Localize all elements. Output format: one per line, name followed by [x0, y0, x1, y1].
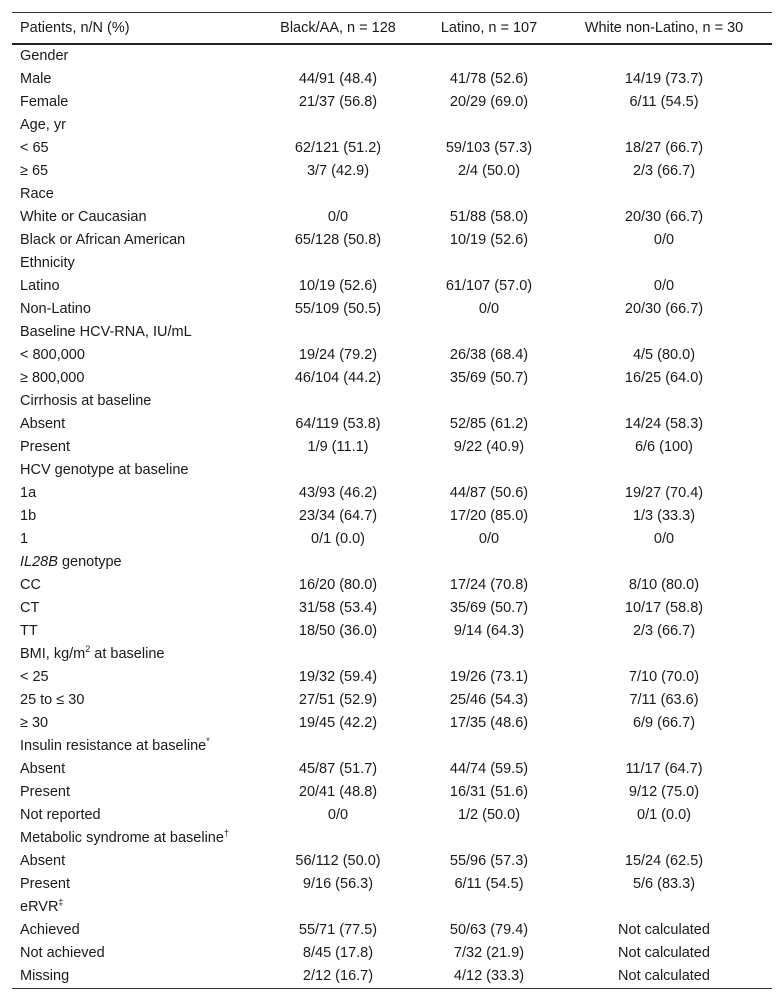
value-white-non-latino: 6/9 (66.7) [632, 715, 696, 731]
value-black-aa: 64/119 (53.8) [295, 416, 381, 432]
value-latino: 26/38 (68.4) [449, 347, 529, 363]
table-row [12, 505, 772, 528]
label-text: Male [20, 71, 52, 87]
value-black-aa: 62/121 (51.2) [294, 140, 382, 156]
label-text: Ethnicity [20, 255, 75, 271]
superscript: 2 [85, 644, 91, 655]
value-white-non-latino: 0/0 [653, 278, 675, 294]
value-latino [422, 896, 556, 919]
table-row [12, 298, 772, 321]
value-white-non-latino: 1/3 (33.3) [632, 508, 696, 524]
row-label [12, 597, 254, 620]
row-label [12, 137, 254, 160]
row-label [12, 413, 254, 436]
table-row [12, 804, 772, 827]
value-latino: 0/0 [478, 531, 500, 547]
value-black-aa [254, 459, 422, 482]
header-latino: Latino, n = 107 [422, 13, 556, 45]
section-label [12, 896, 254, 919]
value-white-non-latino: 4/5 (80.0) [632, 347, 696, 363]
row-label [12, 804, 254, 827]
row-label [12, 160, 254, 183]
table-row [12, 482, 772, 505]
row-label [12, 528, 254, 551]
value-latino [422, 643, 556, 666]
value-white-non-latino: 2/3 (66.7) [632, 163, 696, 179]
value-white-non-latino [556, 183, 772, 206]
value-white-non-latino: 19/27 (70.4) [624, 485, 704, 501]
row-label [12, 298, 254, 321]
value-latino [422, 114, 556, 137]
value-latino: 10/19 (52.6) [449, 232, 529, 248]
table-row [12, 758, 772, 781]
section-header-row [12, 551, 772, 574]
section-label [12, 321, 254, 344]
row-label [12, 436, 254, 459]
section-label [12, 643, 254, 666]
value-black-aa [254, 183, 422, 206]
value-black-aa [254, 252, 422, 275]
label-text: 1a [20, 485, 37, 501]
value-white-non-latino: 10/17 (58.8) [624, 600, 704, 616]
value-latino: 35/69 (50.7) [449, 600, 529, 616]
value-white-non-latino [556, 735, 772, 758]
label-text: White or Caucasian [20, 209, 147, 225]
value-black-aa: 44/91 (48.4) [298, 71, 378, 87]
section-header-row [12, 390, 772, 413]
label-text: Missing [20, 968, 70, 984]
section-label [12, 44, 254, 68]
value-black-aa: 20/41 (48.8) [298, 784, 378, 800]
value-latino: 9/14 (64.3) [453, 623, 525, 639]
value-latino [422, 44, 556, 68]
value-latino: 51/88 (58.0) [449, 209, 529, 225]
section-label [12, 252, 254, 275]
value-latino: 20/29 (69.0) [449, 94, 529, 110]
section-label [12, 735, 254, 758]
table-row [12, 919, 772, 942]
value-black-aa [254, 551, 422, 574]
value-white-non-latino: 2/3 (66.7) [632, 623, 696, 639]
value-black-aa [254, 643, 422, 666]
row-label [12, 482, 254, 505]
value-black-aa: 1/9 (11.1) [307, 439, 369, 455]
label-text: 25 to ≤ 30 [20, 692, 85, 708]
row-label [12, 873, 254, 896]
section-header-row [12, 114, 772, 137]
value-white-non-latino [556, 390, 772, 413]
value-latino: 59/103 (57.3) [445, 140, 533, 156]
section-header-row [12, 321, 772, 344]
table-row [12, 367, 772, 390]
value-white-non-latino: Not calculated [618, 922, 710, 938]
value-black-aa: 65/128 (50.8) [294, 232, 382, 248]
label-text: ≥ 800,000 [20, 370, 85, 386]
table-row [12, 68, 772, 91]
value-black-aa: 0/0 [327, 807, 349, 823]
superscript: * [206, 736, 210, 747]
table-row [12, 91, 772, 114]
table-row [12, 229, 772, 252]
value-white-non-latino: 6/11 (54.5) [629, 94, 699, 110]
label-text: 1b [20, 508, 37, 524]
label-text: CT [20, 600, 40, 616]
label-text: < 65 [20, 140, 49, 156]
value-black-aa: 19/32 (59.4) [298, 669, 378, 685]
value-black-aa: 18/50 (36.0) [298, 623, 378, 639]
value-latino: 61/107 (57.0) [445, 278, 533, 294]
value-black-aa: 56/112 (50.0) [295, 853, 381, 869]
value-white-non-latino [556, 896, 772, 919]
value-black-aa: 0/0 [327, 209, 349, 225]
value-white-non-latino [556, 252, 772, 275]
value-black-aa: 10/19 (52.6) [298, 278, 378, 294]
value-white-non-latino [556, 551, 772, 574]
section-header-row [12, 827, 772, 850]
value-white-non-latino: 20/30 (66.7) [624, 301, 704, 317]
row-label [12, 229, 254, 252]
label-text: Cirrhosis at baseline [20, 393, 152, 409]
value-white-non-latino: 8/10 (80.0) [628, 577, 700, 593]
row-label [12, 758, 254, 781]
label-text: Not reported [20, 807, 101, 823]
value-latino: 17/35 (48.6) [449, 715, 529, 731]
value-black-aa: 23/34 (64.7) [298, 508, 378, 524]
table-row [12, 666, 772, 689]
value-black-aa: 16/20 (80.0) [298, 577, 378, 593]
section-label [12, 183, 254, 206]
label-text: Insulin resistance at baseline [20, 738, 207, 754]
row-label [12, 919, 254, 942]
value-white-non-latino: 0/0 [653, 232, 675, 248]
value-latino: 16/31 (51.6) [449, 784, 529, 800]
value-black-aa: 8/45 (17.8) [302, 945, 374, 961]
label-text: Latino [20, 278, 60, 294]
label-text: Non-Latino [20, 301, 91, 317]
row-label [12, 367, 254, 390]
label-text: Absent [20, 853, 66, 869]
value-white-non-latino: 18/27 (66.7) [624, 140, 704, 156]
superscript: † [223, 828, 229, 839]
table-row [12, 850, 772, 873]
row-label [12, 574, 254, 597]
section-label [12, 551, 254, 574]
value-latino [422, 735, 556, 758]
row-label [12, 689, 254, 712]
table-header-row [12, 13, 772, 45]
value-white-non-latino: 15/24 (62.5) [624, 853, 704, 869]
value-black-aa: 46/104 (44.2) [294, 370, 382, 386]
value-latino: 44/74 (59.5) [449, 761, 529, 777]
value-latino [422, 183, 556, 206]
label-text: HCV genotype at baseline [20, 462, 189, 478]
value-white-non-latino: 9/12 (75.0) [628, 784, 700, 800]
row-label [12, 620, 254, 643]
value-latino: 6/11 (54.5) [454, 876, 524, 892]
value-latino: 55/96 (57.3) [449, 853, 529, 869]
section-label [12, 114, 254, 137]
row-label [12, 942, 254, 965]
value-latino: 7/32 (21.9) [453, 945, 525, 961]
value-latino: 0/0 [478, 301, 500, 317]
value-latino [422, 459, 556, 482]
label-text: Race [20, 186, 54, 202]
value-white-non-latino [556, 114, 772, 137]
table-row [12, 436, 772, 459]
value-white-non-latino [556, 827, 772, 850]
section-header-row [12, 183, 772, 206]
value-black-aa: 0/1 (0.0) [311, 531, 365, 547]
label-text: Gender [20, 48, 69, 64]
table-row [12, 137, 772, 160]
label-text: ≥ 30 [20, 715, 49, 731]
table-row [12, 574, 772, 597]
value-white-non-latino: 0/0 [653, 531, 675, 547]
section-label [12, 459, 254, 482]
row-label [12, 344, 254, 367]
table-row [12, 620, 772, 643]
label-text: Baseline HCV-RNA, IU/mL [20, 324, 192, 340]
value-latino: 17/20 (85.0) [449, 508, 529, 524]
value-white-non-latino: Not calculated [618, 945, 710, 961]
table-body [12, 44, 772, 989]
label-text: Age, yr [20, 117, 66, 133]
value-black-aa [254, 827, 422, 850]
value-white-non-latino: 7/10 (70.0) [628, 669, 700, 685]
value-white-non-latino: 20/30 (66.7) [624, 209, 704, 225]
row-label [12, 91, 254, 114]
row-label [12, 850, 254, 873]
label-text: Black or African American [20, 232, 186, 248]
label-text: Present [20, 439, 70, 455]
value-latino [422, 390, 556, 413]
row-label [12, 965, 254, 989]
value-black-aa: 2/12 (16.7) [254, 965, 422, 989]
value-latino: 19/26 (73.1) [449, 669, 529, 685]
row-label [12, 206, 254, 229]
label-suffix: at baseline [90, 646, 165, 662]
section-label [12, 390, 254, 413]
value-black-aa [254, 390, 422, 413]
value-white-non-latino [556, 459, 772, 482]
header-black-aa: Black/AA, n = 128 [254, 13, 422, 45]
italic-gene-name: IL28B [20, 554, 58, 570]
value-latino: 9/22 (40.9) [453, 439, 525, 455]
table-row [12, 942, 772, 965]
value-latino: 2/4 (50.0) [457, 163, 521, 179]
value-white-non-latino: 14/24 (58.3) [624, 416, 704, 432]
row-label [12, 712, 254, 735]
label-text: Metabolic syndrome at baseline [20, 830, 224, 846]
table-row [12, 206, 772, 229]
section-header-row [12, 459, 772, 482]
value-white-non-latino: 5/6 (83.3) [632, 876, 696, 892]
value-black-aa: 19/24 (79.2) [298, 347, 378, 363]
value-black-aa: 3/7 (42.9) [306, 163, 370, 179]
value-latino: 25/46 (54.3) [449, 692, 529, 708]
value-white-non-latino: 16/25 (64.0) [624, 370, 704, 386]
value-white-non-latino: 0/1 (0.0) [637, 807, 691, 823]
section-header-row [12, 735, 772, 758]
row-label [12, 666, 254, 689]
label-text: 1 [20, 531, 29, 547]
label-text: genotype [61, 554, 122, 570]
section-header-row [12, 643, 772, 666]
table-row [12, 597, 772, 620]
header-patients: Patients, n/N (%) [12, 13, 254, 45]
value-black-aa [254, 735, 422, 758]
table-row [12, 781, 772, 804]
superscript: ‡ [58, 897, 64, 908]
label-text: Absent [20, 761, 66, 777]
label-text: CC [20, 577, 41, 593]
table-row [12, 965, 772, 989]
results-table [12, 12, 772, 989]
value-black-aa: 43/93 (46.2) [298, 485, 378, 501]
value-white-non-latino: 7/11 (63.6) [629, 692, 699, 708]
value-white-non-latino: 14/19 (73.7) [624, 71, 704, 87]
value-latino: 44/87 (50.6) [449, 485, 529, 501]
label-text: Female [20, 94, 69, 110]
value-black-aa [254, 321, 422, 344]
value-latino: 1/2 (50.0) [457, 807, 521, 823]
value-latino: 52/85 (61.2) [449, 416, 529, 432]
value-black-aa: 9/16 (56.3) [302, 876, 374, 892]
value-white-non-latino: 6/6 (100) [634, 439, 694, 455]
section-header-row [12, 252, 772, 275]
table-row [12, 528, 772, 551]
value-white-non-latino [556, 643, 772, 666]
section-header-row [12, 44, 772, 68]
label-text: Not achieved [20, 945, 105, 961]
label-text: BMI, kg/m [20, 646, 86, 662]
value-black-aa [254, 114, 422, 137]
label-text: Present [20, 784, 70, 800]
row-label [12, 68, 254, 91]
row-label [12, 781, 254, 804]
table-row [12, 344, 772, 367]
label-text: eRVR [20, 899, 59, 915]
label-text: < 800,000 [20, 347, 85, 363]
row-label [12, 505, 254, 528]
section-label [12, 827, 254, 850]
value-white-non-latino: Not calculated [556, 965, 772, 989]
value-latino [422, 827, 556, 850]
value-latino: 41/78 (52.6) [449, 71, 529, 87]
label-text: Absent [20, 416, 66, 432]
value-white-non-latino [556, 44, 772, 68]
table-row [12, 275, 772, 298]
label-text: < 25 [20, 669, 49, 685]
value-latino: 17/24 (70.8) [449, 577, 529, 593]
value-black-aa: 21/37 (56.8) [298, 94, 378, 110]
value-white-non-latino: 11/17 (64.7) [625, 761, 703, 777]
label-text: Present [20, 876, 70, 892]
label-text: ≥ 65 [20, 163, 49, 179]
value-latino [422, 321, 556, 344]
value-latino: 35/69 (50.7) [449, 370, 529, 386]
value-black-aa: 27/51 (52.9) [298, 692, 378, 708]
value-white-non-latino [556, 321, 772, 344]
row-label [12, 275, 254, 298]
value-black-aa: 19/45 (42.2) [298, 715, 378, 731]
label-text: TT [20, 623, 38, 639]
value-latino [422, 252, 556, 275]
value-black-aa: 55/109 (50.5) [294, 301, 382, 317]
value-latino: 50/63 (79.4) [449, 922, 529, 938]
value-latino [422, 551, 556, 574]
table-row [12, 873, 772, 896]
table-row [12, 689, 772, 712]
table-row [12, 712, 772, 735]
table-row [12, 160, 772, 183]
value-black-aa [254, 896, 422, 919]
table-row [12, 413, 772, 436]
value-latino: 4/12 (33.3) [422, 965, 556, 989]
label-text: Achieved [20, 922, 80, 938]
value-black-aa: 55/71 (77.5) [298, 922, 378, 938]
value-black-aa: 31/58 (53.4) [298, 600, 378, 616]
header-white-non-latino: White non-Latino, n = 30 [556, 13, 772, 45]
section-header-row [12, 896, 772, 919]
value-black-aa [254, 44, 422, 68]
value-black-aa: 45/87 (51.7) [298, 761, 378, 777]
